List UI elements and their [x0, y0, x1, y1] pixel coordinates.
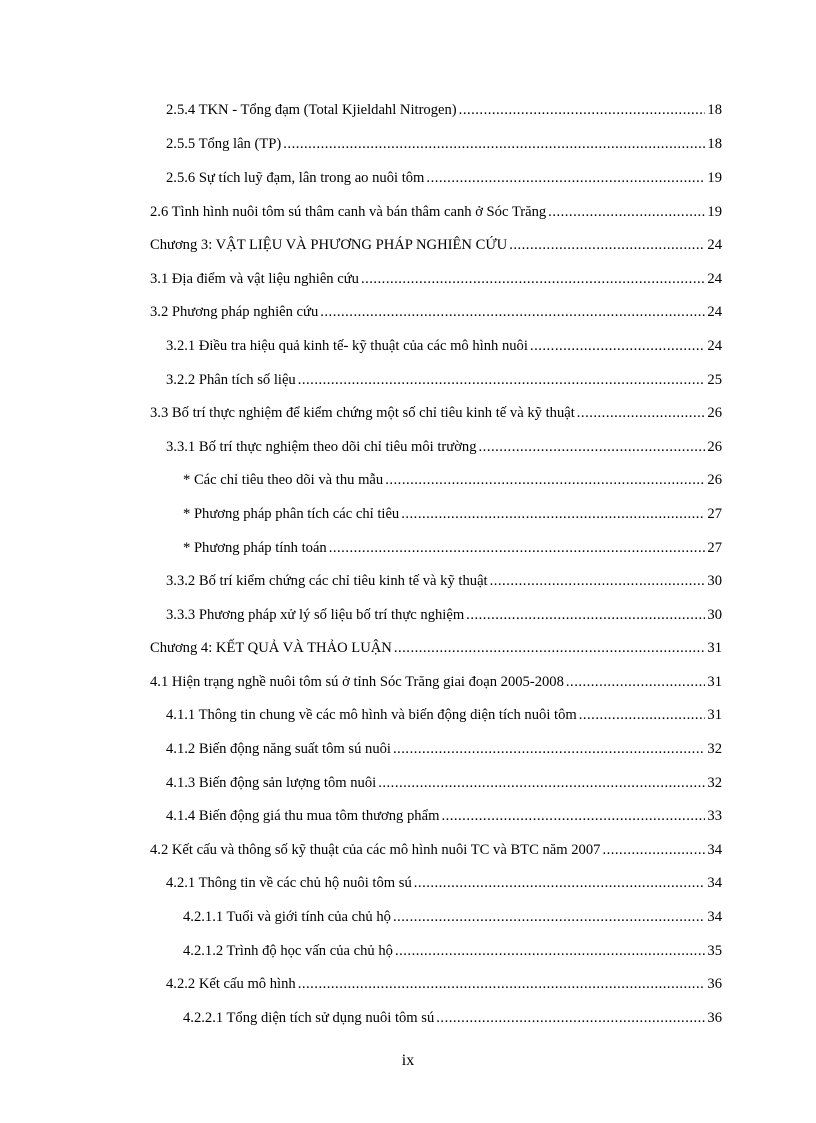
- page-number: ix: [401, 1052, 415, 1069]
- toc-leader-dots: [393, 740, 705, 758]
- toc-entry-label: 4.2.1.2 Trình độ học vấn của chủ hộ: [183, 943, 393, 959]
- toc-entry-label: 2.5.6 Sự tích luỹ đạm, lân trong ao nuôi tôm: [166, 170, 425, 186]
- toc-entry-page: 30: [707, 573, 722, 589]
- toc-entry-page: 25: [707, 372, 722, 388]
- toc-entry-label: * Các chỉ tiêu theo dõi và thu mẫu: [183, 472, 384, 488]
- toc-entry: [166, 807, 722, 825]
- toc-entry-label: 3.3.1 Bố trí thực nghiệm theo dõi chỉ tiêu môi trường: [166, 439, 477, 455]
- toc-entry-page: 18: [707, 136, 722, 152]
- toc-leader-dots: [378, 774, 705, 792]
- toc-entry-page: 34: [707, 842, 722, 858]
- toc-entry-label: 3.2.1 Điều tra hiệu quả kinh tế- kỹ thuật của các mô hình nuôi: [166, 338, 528, 354]
- toc-entry-label: 4.1.4 Biến động giá thu mua tôm thương phẩm: [166, 808, 440, 824]
- toc-entry-page: 31: [707, 640, 722, 656]
- toc-entry: [150, 673, 722, 691]
- toc-entry-label: 4.1.3 Biến động sản lượng tôm nuôi: [166, 775, 377, 791]
- toc-entry-page: 31: [707, 707, 722, 723]
- toc-entry-page: 34: [707, 875, 722, 891]
- toc-entry-label: * Phương pháp phân tích các chỉ tiêu: [183, 506, 400, 522]
- toc-entry-page: 27: [707, 506, 722, 522]
- toc-entry-label: 4.2.1 Thông tin về các chủ hộ nuôi tôm sú: [166, 875, 412, 891]
- toc-entry-page: 35: [707, 943, 722, 959]
- toc-leader-dots: [436, 1009, 705, 1027]
- toc-entry: [150, 404, 722, 422]
- toc-leader-dots: [441, 807, 705, 825]
- toc-entry-label: 4.1.2 Biến động năng suất tôm sú nuôi: [166, 741, 391, 757]
- toc-entry-label: 3.2 Phương pháp nghiên cứu: [150, 304, 319, 320]
- toc-leader-dots: [385, 471, 705, 489]
- toc-entry-page: 18: [707, 102, 722, 118]
- toc-entry-label: 3.1 Địa điểm và vật liệu nghiên cứu: [150, 271, 359, 287]
- toc-leader-dots: [393, 908, 705, 926]
- toc-entry-page: 27: [707, 540, 722, 556]
- toc-leader-dots: [466, 606, 705, 624]
- toc-entry-page: 32: [707, 775, 722, 791]
- toc-entry: [183, 1009, 722, 1027]
- toc-entry-label: 2.5.5 Tổng lân (TP): [166, 136, 282, 152]
- toc-leader-dots: [479, 438, 706, 456]
- toc-leader-dots: [298, 975, 706, 993]
- toc-entry: [183, 908, 722, 926]
- toc-leader-dots: [395, 942, 705, 960]
- toc-entry: [150, 203, 722, 221]
- toc-entry-label: 4.2.2 Kết cấu mô hình: [166, 976, 296, 992]
- toc-entry: [166, 135, 722, 153]
- toc-entry: [166, 371, 722, 389]
- toc-entry-label: 3.3.3 Phương pháp xử lý số liệu bố trí thực nghiệm: [166, 607, 465, 623]
- toc-leader-dots: [459, 101, 706, 119]
- toc-entry: [166, 169, 722, 187]
- toc-entry: [166, 706, 722, 724]
- toc-leader-dots: [577, 404, 706, 422]
- toc-entry: [166, 740, 722, 758]
- toc-entry: [166, 874, 722, 892]
- toc-entry-page: 19: [707, 204, 722, 220]
- toc-entry-page: 36: [707, 976, 722, 992]
- toc-leader-dots: [401, 505, 705, 523]
- toc-entry-page: 32: [707, 741, 722, 757]
- toc-entry-label: 4.1 Hiện trạng nghề nuôi tôm sú ở tỉnh Sóc Trăng giai đoạn 2005-2008: [150, 674, 564, 690]
- toc-leader-dots: [329, 539, 706, 557]
- toc-leader-dots: [426, 169, 705, 187]
- toc-leader-dots: [530, 337, 705, 355]
- toc-entry-page: 26: [707, 439, 722, 455]
- toc-entry: [150, 639, 722, 657]
- toc-entry-label: 2.6 Tình hình nuôi tôm sú thâm canh và bán thâm canh ở Sóc Trăng: [150, 204, 547, 220]
- toc-leader-dots: [394, 639, 706, 657]
- toc-entry: [166, 337, 722, 355]
- toc-leader-dots: [490, 572, 706, 590]
- toc-entry: [183, 942, 722, 960]
- toc-entry: [166, 101, 722, 119]
- toc-leader-dots: [566, 673, 706, 691]
- toc-entry-label: 2.5.4 TKN - Tổng đạm (Total Kjieldahl Nitrogen): [166, 102, 457, 118]
- toc-entry-page: 24: [707, 338, 722, 354]
- toc-entry-page: 19: [707, 170, 722, 186]
- toc-entry: [150, 841, 722, 859]
- toc-entry-page: 24: [707, 271, 722, 287]
- toc-entry-page: 26: [707, 472, 722, 488]
- toc-entry-page: 36: [707, 1010, 722, 1026]
- toc-entry: [166, 774, 722, 792]
- toc-entry-page: 24: [707, 237, 722, 253]
- toc-entry-page: 30: [707, 607, 722, 623]
- toc-entry-label: 4.1.1 Thông tin chung về các mô hình và biến động diện tích nuôi tôm: [166, 707, 577, 723]
- toc-entry-label: Chương 3: VẬT LIỆU VÀ PHƯƠNG PHÁP NGHIÊN CỨU: [150, 237, 508, 253]
- toc-entry-page: 33: [707, 808, 722, 824]
- toc-entry-label: * Phương pháp tính toán: [183, 540, 327, 556]
- toc-leader-dots: [414, 874, 706, 892]
- toc-entry-label: 3.3.2 Bố trí kiểm chứng các chỉ tiêu kinh tế và kỹ thuật: [166, 573, 488, 589]
- toc-entry-label: 4.2.1.1 Tuổi và giới tính của chủ hộ: [183, 909, 391, 925]
- toc-entry: [166, 438, 722, 456]
- toc-entry-page: 24: [707, 304, 722, 320]
- toc-leader-dots: [548, 203, 705, 221]
- toc-entry: [183, 471, 722, 489]
- toc-leader-dots: [602, 841, 705, 859]
- toc-leader-dots: [509, 236, 705, 254]
- toc-entry-label: 3.3 Bố trí thực nghiệm để kiểm chứng một số chỉ tiêu kinh tế và kỹ thuật: [150, 405, 575, 421]
- toc-entry-page: 31: [707, 674, 722, 690]
- toc-entry-page: 26: [707, 405, 722, 421]
- toc-leader-dots: [579, 706, 706, 724]
- toc-entry-label: Chương 4: KẾT QUẢ VÀ THẢO LUẬN: [150, 640, 392, 656]
- toc-leader-dots: [320, 303, 705, 321]
- toc-entry-page: 34: [707, 909, 722, 925]
- toc-entry-label: 3.2.2 Phân tích số liệu: [166, 372, 296, 388]
- toc-entry-label: 4.2.2.1 Tổng diện tích sử dụng nuôi tôm sú: [183, 1010, 435, 1026]
- toc-entry: [183, 539, 722, 557]
- toc-entry: [183, 505, 722, 523]
- toc-entry: [150, 236, 722, 254]
- toc-leader-dots: [298, 371, 706, 389]
- toc-entry: [166, 975, 722, 993]
- toc-entry: [166, 572, 722, 590]
- toc-leader-dots: [361, 270, 705, 288]
- toc-entry-label: 4.2 Kết cấu và thông số kỹ thuật của các mô hình nuôi TC và BTC năm 2007: [150, 842, 601, 858]
- toc-entry: [150, 303, 722, 321]
- toc-entry: [166, 606, 722, 624]
- toc-entry: [150, 270, 722, 288]
- toc-leader-dots: [283, 135, 705, 153]
